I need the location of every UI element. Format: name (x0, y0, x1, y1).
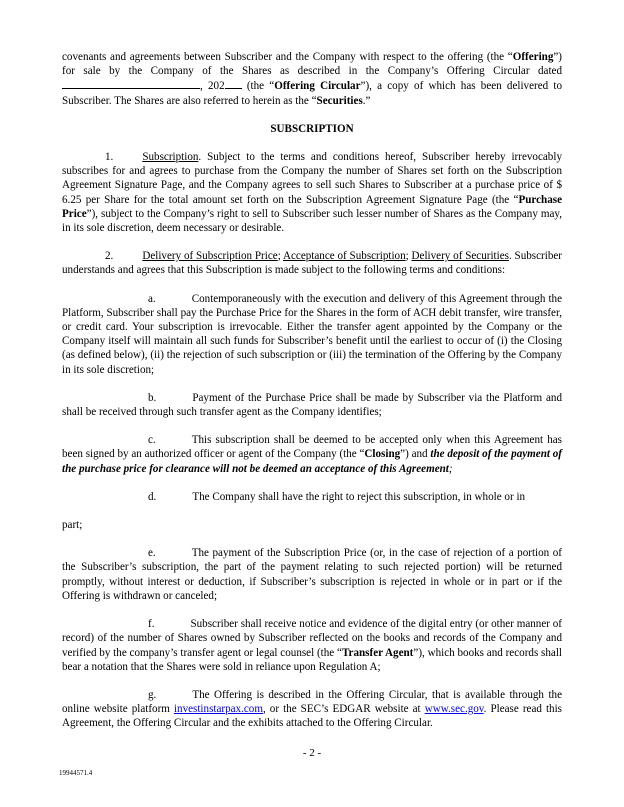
section-1-title: Subscription (142, 151, 199, 164)
item-g: g. The Offering is described in the Offering Circular, that is available through the online website platform investinstarpax.com, or the SEC’s EDGAR website at www.sec.gov. Please read this Agreement, the Offering Circular and the exhibits attached to the Offering Circular. (62, 688, 562, 730)
item-g-label: g. (148, 688, 157, 701)
item-d-label: d. (148, 490, 157, 503)
item-c: c. This subscription shall be deemed to be accepted only when this Agreement has been signed by an authorized officer or agent of the Company (the “Closing”) and the deposit of the payment of the purchase price for clearance will not be deemed an acceptance of this Agreement; (62, 434, 562, 475)
section-2-number: 2. (105, 250, 114, 263)
securities-term: Securities (316, 94, 363, 107)
section-1-number: 1. (105, 151, 114, 164)
offering-term: Offering (512, 51, 554, 63)
closing-term: Closing (364, 448, 401, 461)
item-d: d. The Company shall have the right to reject this subscription, in whole or in (148, 490, 526, 503)
document-page (62, 50, 562, 745)
section-1-paragraph: 1. Subscription. Subject to the terms and conditions hereof, Subscriber hereby irrevocably subscribes for and agrees to purchase from the Company the number of Shares set forth on the Subscription Agreement Signature Page, and the Company agrees to sell such Shares to Subscriber at a purchase price of $ 6.25 per Share for the total amount set forth on the Subscription Agreement Signature Page (the “Purchase Price”), subject to the Company’s right to sell to Subscriber such lesser number of Shares as the Company may, in its sole discretion, deem necessary or desirable. (62, 151, 562, 235)
year-blank (225, 78, 242, 89)
purchase-price-term: Purchase Price (62, 193, 562, 220)
section-heading: SUBSCRIPTION (270, 122, 354, 135)
sec-gov-link[interactable]: www.sec.gov (424, 703, 484, 716)
offering-circular-term: Offering Circular (274, 80, 361, 93)
item-f-label: f. (148, 618, 155, 631)
intro-paragraph: covenants and agreements between Subscriber and the Company with respect to the offering (the “Offering”) for sale by the Company of the Shares as described in the Company’s Offering Circular dated , 202 (the “Offering Circular”), a copy of which has been delivered to Subscriber. The Shares are also referred to herein as the “Securities.” (62, 51, 563, 107)
item-b: b. Payment of the Purchase Price shall be made by Subscriber via the Platform and shall be received through such transfer agent as the Company identifies; (62, 391, 562, 419)
transfer-agent-term: Transfer Agent (341, 646, 414, 659)
item-f: f. Subscriber shall receive notice and evidence of the digital entry (or other manner of record) of the number of Shares owned by Subscriber reflected on the books and records of the Company and verified by the company’s transfer agent or legal counsel (the “Transfer Agent”), which books and records shall bear a notation that the Shares were sold in reliance upon Regulation A; (62, 618, 563, 673)
document-id: 19944571.4 (59, 769, 93, 777)
item-e-label: e. (148, 547, 156, 560)
section-2-title-3: Delivery of Securities (411, 250, 509, 263)
date-blank (62, 78, 200, 89)
section-2-paragraph: 2. Delivery of Subscription Price; Acceptance of Subscription; Delivery of Securities. Subscriber understands and agrees that this Subscription is made subject to the following terms and conditions: (62, 250, 562, 277)
item-d-continuation: part; (62, 519, 83, 532)
deposit-clause: the deposit of the payment of the purchase price for clearance will not be deemed an acceptance of this Agreement (62, 448, 562, 475)
page-number: - 2 - (302, 747, 322, 759)
item-a-label: a. (148, 292, 156, 305)
item-b-label: b. (148, 391, 157, 404)
section-2-title-2: Acceptance of Subscription (282, 250, 406, 263)
item-c-label: c. (148, 434, 156, 447)
section-2-title-1: Delivery of Subscription Price (142, 250, 278, 263)
item-a: a. Contemporaneously with the execution and delivery of this Agreement through the Platform, Subscriber shall pay the Purchase Price for the Shares in the form of ACH debit transfer, wire transfer, or credit card. Your subscription is irrevocable. Either the transfer agent appointed by the Company or the Company itself will maintain all such funds for Subscriber’s benefit until the earliest to occur of (i) the Closing (as defined below), (ii) the rejection of such subscription or (iii) the termination of the Offering by the Company in its sole discretion; (62, 292, 562, 376)
item-e: e. The payment of the Subscription Price (or, in the case of rejection of a portion of the Subscriber’s subscription, the part of the payment relating to such rejected portion) will be returned promptly, without interest or deduction, if Subscriber’s subscription is rejected in whole or in part or if the Offering is withdrawn or canceled; (62, 547, 562, 602)
investinstarpax-link[interactable]: investinstarpax.com (173, 703, 263, 716)
